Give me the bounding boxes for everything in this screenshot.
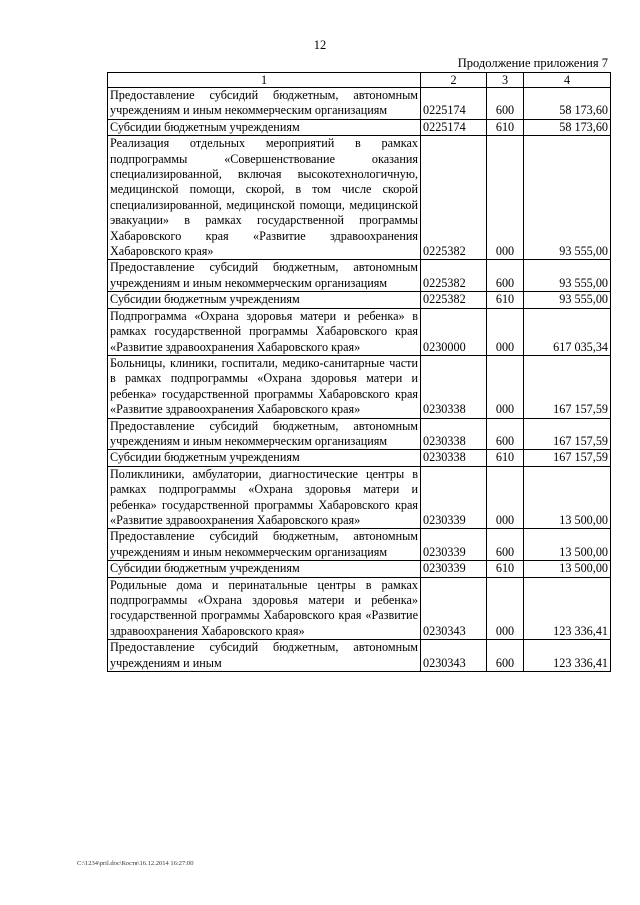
row-expense-type: 600 <box>487 640 524 672</box>
row-target-code: 0230343 <box>421 640 487 672</box>
row-expense-type: 000 <box>487 355 524 418</box>
table-row <box>108 136 611 260</box>
budget-table <box>107 72 611 672</box>
row-description: Предоставление субсидий бюджетным, автономным учреждениям и иным некоммерческим организациям <box>108 529 421 561</box>
row-description: Родильные дома и перинатальные центры в рамках подпрограммы «Охрана здоровья матери и ребенка» государственной программы Хабаровского края «Развитие здравоохранения Хабаровского края» <box>108 577 421 640</box>
table-row <box>108 260 611 292</box>
row-amount: 93 555,00 <box>524 136 611 260</box>
row-amount: 167 157,59 <box>524 355 611 418</box>
row-expense-type: 000 <box>487 308 524 355</box>
document-path-footer: C:\1234\pril.doc\Костя\16.12.2014 16:27:00 <box>77 860 194 867</box>
row-target-code: 0225174 <box>421 119 487 135</box>
row-expense-type: 600 <box>487 88 524 120</box>
row-expense-type: 610 <box>487 292 524 308</box>
table-row <box>108 292 611 308</box>
row-description: Больницы, клиники, госпитали, медико-санитарные части в рамках подпрограммы «Охрана здоровья матери и ребенка» государственной программы Хабаровского края «Развитие здравоохранения Хабаровского края» <box>108 355 421 418</box>
row-expense-type: 000 <box>487 577 524 640</box>
row-amount: 123 336,41 <box>524 640 611 672</box>
row-amount: 13 500,00 <box>524 529 611 561</box>
row-target-code: 0230339 <box>421 561 487 577</box>
row-target-code: 0225382 <box>421 292 487 308</box>
table-row <box>108 308 611 355</box>
row-amount: 13 500,00 <box>524 561 611 577</box>
continuation-caption: Продолжение приложения 7 <box>457 56 608 70</box>
row-description: Субсидии бюджетным учреждениям <box>108 450 421 466</box>
table-row <box>108 577 611 640</box>
row-expense-type: 600 <box>487 529 524 561</box>
row-target-code: 0225382 <box>421 136 487 260</box>
column-header: 2 <box>421 73 487 88</box>
row-amount: 617 035,34 <box>524 308 611 355</box>
row-target-code: 0225382 <box>421 260 487 292</box>
row-amount: 167 157,59 <box>524 418 611 450</box>
table-row <box>108 88 611 120</box>
row-amount: 13 500,00 <box>524 466 611 529</box>
row-description: Субсидии бюджетным учреждениям <box>108 561 421 577</box>
table-row <box>108 450 611 466</box>
row-expense-type: 000 <box>487 136 524 260</box>
table-body <box>108 88 611 672</box>
table-row <box>108 355 611 418</box>
row-amount: 93 555,00 <box>524 260 611 292</box>
row-target-code: 0230343 <box>421 577 487 640</box>
row-amount: 58 173,60 <box>524 88 611 120</box>
row-expense-type: 600 <box>487 418 524 450</box>
row-target-code: 0230338 <box>421 418 487 450</box>
row-target-code: 0230338 <box>421 450 487 466</box>
column-header: 1 <box>108 73 421 88</box>
row-expense-type: 610 <box>487 119 524 135</box>
row-description: Предоставление субсидий бюджетным, автономным учреждениям и иным некоммерческим организациям <box>108 260 421 292</box>
row-expense-type: 000 <box>487 466 524 529</box>
row-description: Предоставление субсидий бюджетным, автономным учреждениям и иным некоммерческим организациям <box>108 418 421 450</box>
row-description: Предоставление субсидий бюджетным, автономным учреждениям и иным некоммерческим организациям <box>108 88 421 120</box>
row-target-code: 0230339 <box>421 466 487 529</box>
row-expense-type: 610 <box>487 561 524 577</box>
row-expense-type: 600 <box>487 260 524 292</box>
row-amount: 58 173,60 <box>524 119 611 135</box>
row-description: Субсидии бюджетным учреждениям <box>108 292 421 308</box>
row-description: Субсидии бюджетным учреждениям <box>108 119 421 135</box>
row-amount: 93 555,00 <box>524 292 611 308</box>
row-description: Поликлиники, амбулатории, диагностические центры в рамках подпрограммы «Охрана здоровья матери и ребенка» государственной программы Хабаровского края «Развитие здравоохранения Хабаровского края» <box>108 466 421 529</box>
table-row <box>108 529 611 561</box>
table-row <box>108 418 611 450</box>
table-row <box>108 466 611 529</box>
row-target-code: 0225174 <box>421 88 487 120</box>
column-header: 3 <box>487 73 524 88</box>
row-target-code: 0230338 <box>421 355 487 418</box>
column-header: 4 <box>524 73 611 88</box>
row-description: Подпрограмма «Охрана здоровья матери и ребенка» в рамках государственной программы Хабаровского края «Развитие здравоохранения Хабаровского края» <box>108 308 421 355</box>
row-description: Реализация отдельных мероприятий в рамках подпрограммы «Совершенствование оказания специализированной, включая высокотехнологичную, медицинской помощи, скорой, в том числе скорой специализированной, медицинской помощи, медицинской эвакуации» в рамках государственной программы Хабаровского края «Развитие здравоохранения Хабаровского края» <box>108 136 421 260</box>
row-expense-type: 610 <box>487 450 524 466</box>
table-row <box>108 640 611 672</box>
table-header-row <box>108 73 611 88</box>
table-row <box>108 119 611 135</box>
row-amount: 167 157,59 <box>524 450 611 466</box>
row-target-code: 0230000 <box>421 308 487 355</box>
table-row <box>108 561 611 577</box>
page-number: 12 <box>313 38 327 52</box>
row-target-code: 0230339 <box>421 529 487 561</box>
row-description: Предоставление субсидий бюджетным, автономным учреждениям и иным <box>108 640 421 672</box>
row-amount: 123 336,41 <box>524 577 611 640</box>
